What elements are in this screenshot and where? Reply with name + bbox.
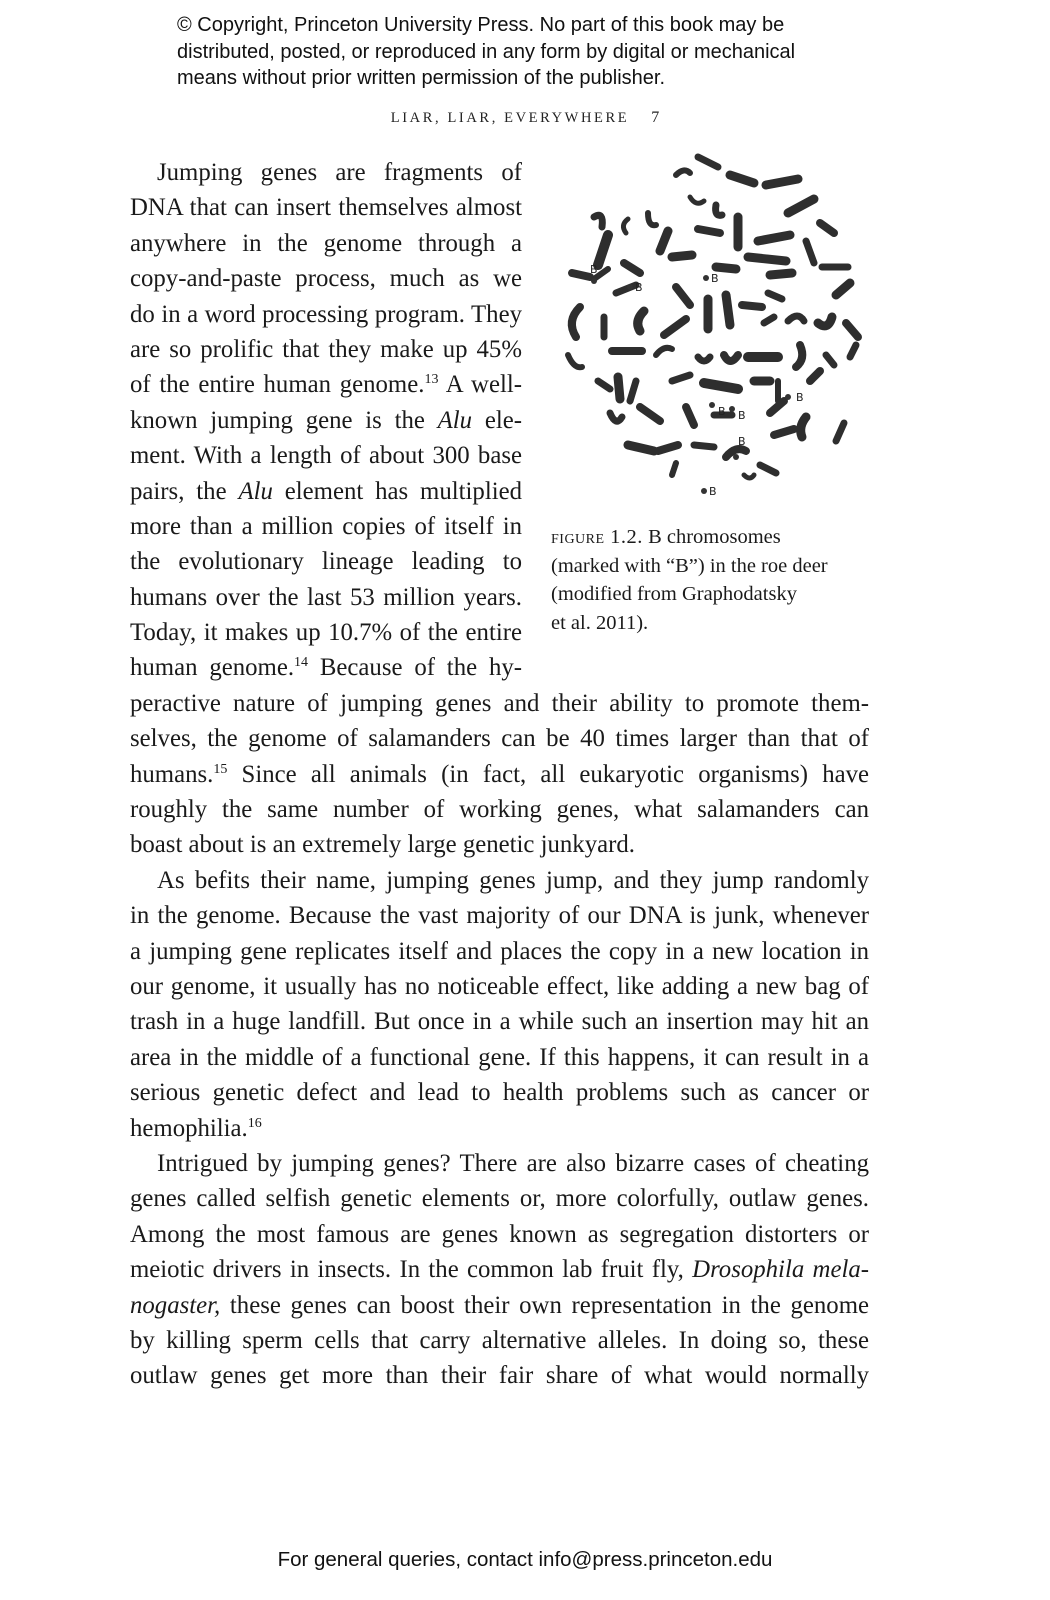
- text-line: by killing sperm cells that carry alternative alleles. In doing so, these: [130, 1326, 869, 1354]
- caption-line: et al. 2011).: [551, 611, 649, 634]
- text-line: more than a million copies of itself in: [130, 512, 522, 540]
- italic-term: Drosophila mela-: [692, 1256, 870, 1284]
- body-text: [130, 155, 870, 1394]
- b-marker: B: [738, 409, 746, 422]
- text-span: meiotic drivers in insects. In the common lab fruit fly,: [130, 1256, 693, 1284]
- text-span: ele-: [472, 406, 523, 434]
- text-line: Today, it makes up 10.7% of the entire: [130, 619, 522, 647]
- text-span: human genome.: [130, 654, 295, 682]
- italic-term: nogaster,: [130, 1291, 221, 1319]
- text-line: [130, 650, 522, 685]
- text-line: in the genome. Because the vast majority of our DNA is junk, whenever: [130, 902, 869, 930]
- running-head: [0, 109, 1050, 127]
- text-line: Jumping genes are fragments of: [157, 159, 522, 186]
- b-marker: B: [711, 272, 719, 285]
- text-line: humans over the last 53 million years.: [130, 583, 522, 611]
- text-line: genes called selfish genetic elements or, more colorfully, outlaw genes.: [130, 1185, 869, 1213]
- text-line: trash in a huge landfill. But once in a while such an insertion may hit an: [130, 1008, 869, 1036]
- footnote-ref: 16: [247, 1115, 262, 1131]
- text-line: outlaw genes get more than their fair share of what would normally: [130, 1362, 869, 1390]
- text-span: of the entire human genome.: [130, 371, 425, 399]
- copyright-line: distributed, posted, or reproduced in any form by digital or mechanical: [177, 40, 796, 63]
- text-span: Since all animals (in fact, all eukaryotic organisms) have: [227, 760, 869, 788]
- text-line: do in a word processing program. They: [130, 300, 522, 328]
- text-span: A well-: [438, 371, 522, 399]
- text-line: roughly the same number of working genes, what salamanders can: [130, 796, 869, 824]
- text-line: copy-and-paste process, much as we: [130, 265, 522, 293]
- text-line: a jumping gene replicates itself and places the copy in a new location in: [130, 937, 869, 965]
- text-line: Intrigued by jumping genes? There are also bizarre cases of cheating: [157, 1149, 869, 1177]
- text-span: known jumping gene is the: [130, 406, 438, 434]
- text-line: [130, 1252, 869, 1287]
- running-head-title: LIAR, LIAR, EVERYWHERE: [390, 110, 630, 126]
- text-line: selves, the genome of salamanders can be 40 times larger than that of: [130, 725, 869, 753]
- text-line: As befits their name, jumping genes jump, and they jump randomly: [157, 866, 869, 894]
- footer-contact: For general queries, contact info@press.princeton.edu: [277, 1548, 773, 1571]
- text-line: DNA that can insert themselves almost: [130, 194, 522, 222]
- text-line: Among the most famous are genes known as segregation distorters or: [130, 1220, 869, 1248]
- text-line: area in the middle of a functional gene. If this happens, it can result in a: [130, 1043, 869, 1071]
- text-line: [130, 403, 522, 438]
- text-line: [130, 757, 869, 792]
- text-span: element has multiplied: [272, 477, 522, 505]
- footnote-ref: 14: [294, 655, 309, 671]
- caption-text: B chromosomes: [648, 526, 781, 548]
- text-span: pairs, the: [130, 477, 239, 505]
- caption-line: (marked with “B”) in the roe deer: [551, 554, 828, 577]
- text-line: the evolutionary lineage leading to: [130, 548, 522, 576]
- text-line: are so prolific that they make up 45%: [130, 335, 522, 363]
- text-line: serious genetic defect and lead to health problems such as cancer or: [130, 1079, 869, 1107]
- page-number: 7: [651, 109, 660, 126]
- b-marker: B: [718, 405, 726, 418]
- b-marker: B: [635, 281, 643, 294]
- b-marker: B: [796, 391, 804, 404]
- text-line: [130, 1111, 869, 1146]
- footnote-ref: 13: [424, 372, 439, 388]
- copyright-notice: [177, 12, 877, 92]
- text-line: boast about is an extremely large genetic junkyard.: [130, 831, 635, 859]
- text-line: [130, 474, 522, 509]
- text-line: ment. With a length of about 300 base: [130, 442, 522, 470]
- b-marker: B: [709, 485, 717, 498]
- italic-term: Alu: [238, 477, 273, 505]
- italic-term: Alu: [437, 406, 473, 434]
- text-span: these genes can boost their own representation in the genome: [220, 1291, 869, 1319]
- copyright-line: © Copyright, Princeton University Press. No part of this book may be: [177, 14, 785, 36]
- text-span: Because of the hy-: [308, 654, 522, 682]
- text-line: [130, 1288, 869, 1323]
- b-marker: B: [738, 435, 746, 448]
- text-line: peractive nature of jumping genes and their ability to promote them-: [130, 689, 869, 717]
- text-line: our genome, it usually has no noticeable effect, like adding a new bag of: [130, 972, 869, 1000]
- copyright-line: means without prior written permission of the publisher.: [177, 67, 666, 89]
- caption-line: (modified from Graphodatsky: [551, 583, 797, 605]
- text-line: anywhere in the genome through a: [130, 229, 522, 257]
- footnote-ref: 15: [213, 761, 228, 777]
- b-marker: B: [590, 263, 598, 276]
- text-line: [130, 367, 522, 402]
- text-span: hemophilia.: [130, 1114, 248, 1142]
- text-span: humans.: [130, 760, 214, 788]
- figure-label: figure 1.2.: [551, 526, 643, 548]
